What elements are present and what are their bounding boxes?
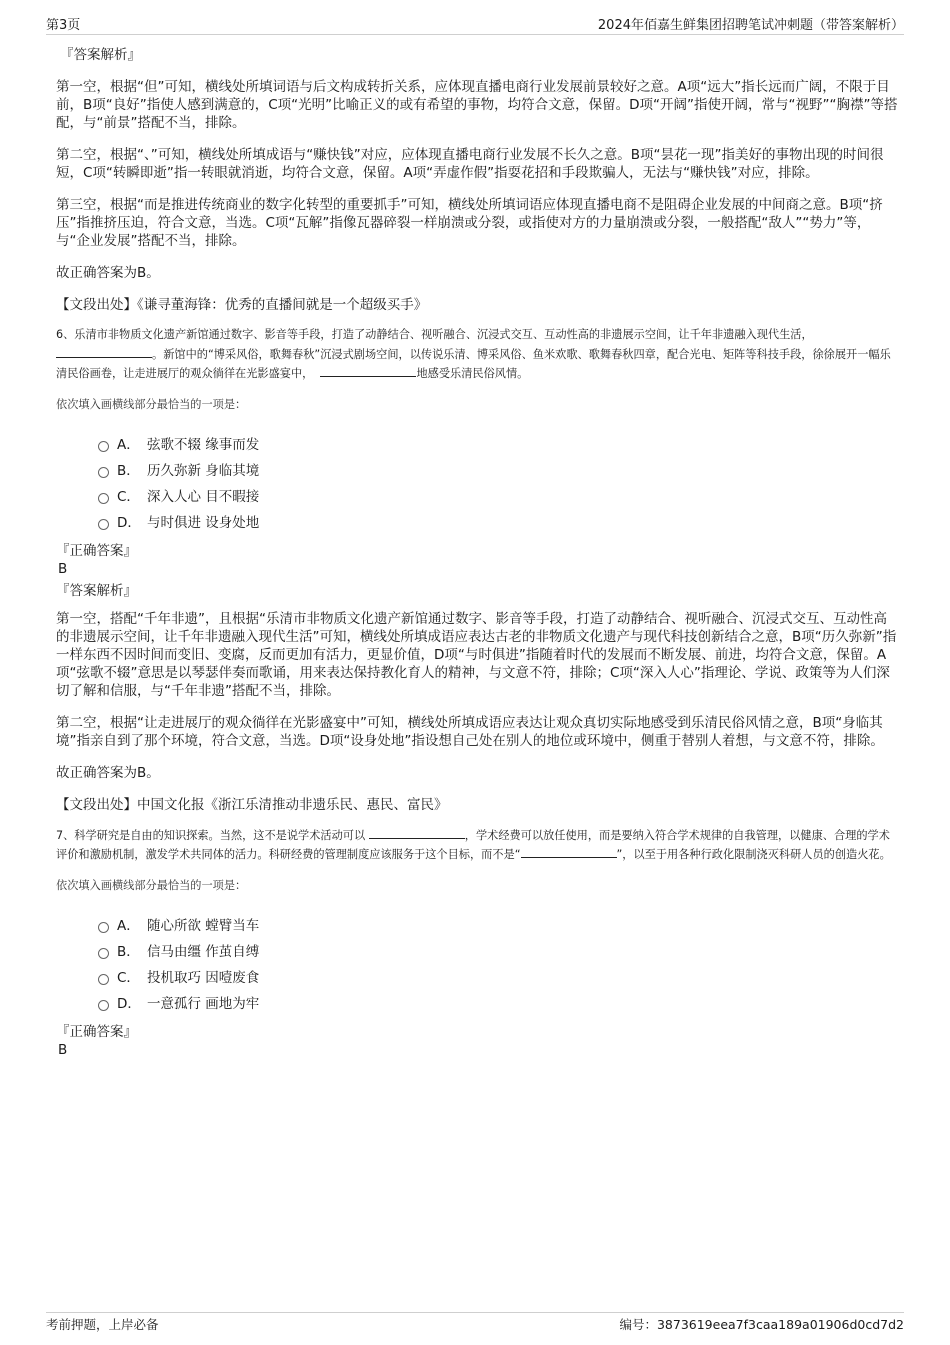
option-a[interactable]: A． 弦歌不辍 缘事而发 [98,432,900,458]
document-body [56,46,900,1063]
footer-slogan: 考前押题，上岸必备 [46,1317,159,1332]
source-citation: 【文段出处】中国文化报《浙江乐清推动非遗乐民、惠民、富民》 [56,796,448,813]
option-d[interactable]: D． 一意孤行 画地为牢 [98,991,900,1017]
fill-blank [56,345,152,358]
document-id: 编号：3873619eea7f3caa189a01906d0cd7d2 [619,1317,904,1332]
analysis-label: 『答案解析』 [56,582,137,599]
option-c[interactable]: C． 深入人心 目不暇接 [98,484,900,510]
analysis-label: 『答案解析』 [60,47,141,63]
conclusion: 故正确答案为B。 [56,265,160,281]
question-6-options [98,432,900,536]
option-b[interactable]: B． 历久弥新 身临其境 [98,458,900,484]
analysis-paragraph: 第一空，搭配“千年非遗”，且根据“乐清市非物质文化遗产新馆通过数字、影音等手段，打造了动静结合、视听融合、沉浸式交互、互动性高的非遗展示空间，让千年非遗融入现代生活”可知，横线处所填成语应表达古老的非物质文化遗产与现代科技创新结合之意，B项“历久弥新”指一样东西不因时间而变旧、变腐，反而更加有活力，更显价值，D项“与时俱进”指随着时代的发展而不断发展、前进，均符合文意，保留。A项“弦歌不辍”意思是以琴瑟伴奏而歌诵，用来表达保持教化育人的精神，与文意不符，排除；C项“深入人心”指理论、学说、政策等为人们深切了解和信服，与“千年非遗”搭配不当，排除。 [56,610,897,699]
conclusion: 故正确答案为B。 [56,764,160,781]
fill-blank [369,826,465,839]
document-title: 2024年佰嘉生鲜集团招聘笔试冲刺题（带答案解析） [597,18,904,33]
question-prompt: 依次填入画横线部分最恰当的一项是： [56,397,247,411]
radio-icon[interactable] [98,467,109,478]
fill-blank [521,845,617,858]
correct-answer: B [58,1041,68,1058]
radio-icon[interactable] [98,1000,109,1011]
correct-answer-label: 『正确答案』 [56,542,137,559]
option-a[interactable]: A． 随心所欲 螳臂当车 [98,913,900,939]
question-6-text: 6、乐清市非物质文化遗产新馆通过数字、影音等手段，打造了动静结合、视听融合、沉浸式交互、互动性高的非遗展示空间，让千年非遗融入现代生活， 。新馆中的“博采风俗，歌舞春秋”沉浸式剧场空间，以传说乐清、博采风俗、鱼米欢歌、歌舞春秋四章，配合光电、矩阵等科技手段，徐徐展开一幅乐清民俗画卷，让走进展厅的观众徜徉在光影盛宴中， 地感受乐清民俗风情。 [56,328,891,380]
analysis-paragraph: 第一空，根据“但”可知，横线处所填词语与后文构成转折关系，应体现直播电商行业发展前景较好之意。A项“远大”指长远而广阔，不限于目前，B项“良好”指使人感到满意的，C项“光明”比喻正义的或有希望的事物，均符合文意，保留。D项“开阔”指使开阔，常与“视野”“胸襟”等搭配，与“前景”搭配不当，排除。 [56,79,898,131]
source-citation: 【文段出处】《谦寻董海锋：优秀的直播间就是一个超级买手》 [56,297,428,313]
radio-icon[interactable] [98,922,109,933]
radio-icon[interactable] [98,441,109,452]
question-prompt: 依次填入画横线部分最恰当的一项是： [56,878,247,892]
page-footer [46,1312,904,1335]
page-header [46,14,904,35]
option-b[interactable]: B． 信马由缰 作茧自缚 [98,939,900,965]
page-number: 第3页 [46,18,81,33]
option-c[interactable]: C． 投机取巧 因噎废食 [98,965,900,991]
radio-icon[interactable] [98,519,109,530]
option-d[interactable]: D． 与时俱进 设身处地 [98,510,900,536]
fill-blank [320,364,416,377]
radio-icon[interactable] [98,948,109,959]
question-7-text: 7、科学研究是自由的知识探索。当然，这不是说学术活动可以 ，学术经费可以放任使用，而是要纳入符合学术规律的自我管理，以健康、合理的学术评价和激励机制，激发学术共同体的活力。科研经费的管理制度应该服务于这个目标，而不是“ ”，以至于用各种行政化限制浇灭科研人员的创造火花。 [56,826,900,865]
radio-icon[interactable] [98,974,109,985]
radio-icon[interactable] [98,493,109,504]
analysis-paragraph: 第三空，根据“而是推进传统商业的数字化转型的重要抓手”可知，横线处所填词语应体现直播电商不是阻碍企业发展的中间商之意。B项“挤压”指推挤压迫，符合文意，当选。C项“瓦解”指像瓦器碎裂一样崩溃或分裂，或指使对方的力量崩溃或分裂，一般搭配“敌人”“势力”等，与“企业发展”搭配不当，排除。 [56,197,883,249]
analysis-paragraph: 第二空，根据“让走进展厅的观众徜徉在光影盛宴中”可知，横线处所填成语应表达让观众真切实际地感受到乐清民俗风情之意，B项“身临其境”指亲自到了那个环境，符合文意，当选。D项“设身处地”指设想自己处在别人的地位或环境中，侧重于替别人着想，与文意不符，排除。 [56,714,884,749]
correct-answer-label: 『正确答案』 [56,1023,137,1040]
correct-answer: B [58,560,68,577]
question-7-options [98,913,900,1017]
analysis-paragraph: 第二空，根据“、”可知，横线处所填成语与“赚快钱”对应，应体现直播电商行业发展不长久之意。B项“昙花一现”指美好的事物出现的时间很短，C项“转瞬即逝”指一转眼就消逝，均符合文意，保留。A项“弄虚作假”指耍花招和手段欺骗人，无法与“赚快钱”对应，排除。 [56,147,884,181]
